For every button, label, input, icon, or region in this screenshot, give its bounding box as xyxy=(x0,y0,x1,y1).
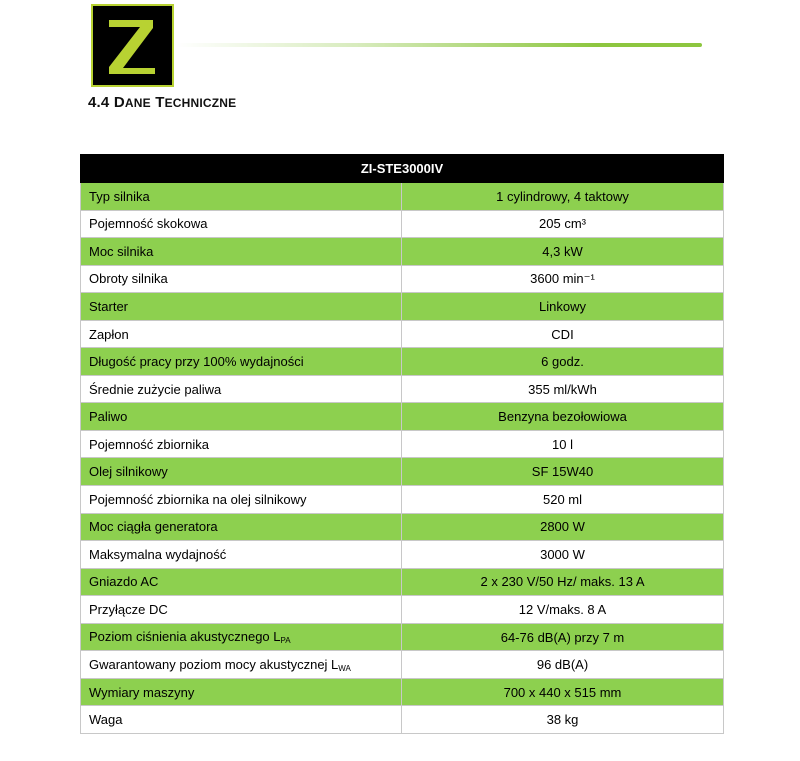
table-row xyxy=(81,568,724,596)
spec-label: Pojemność skokowa xyxy=(81,210,402,238)
spec-value: 3000 W xyxy=(402,541,724,569)
spec-label: Starter xyxy=(81,293,402,321)
model-name: ZI-STE3000IV xyxy=(81,155,724,183)
table-row xyxy=(81,375,724,403)
z-logo-icon xyxy=(93,6,172,85)
spec-label: Przyłącze DC xyxy=(81,596,402,624)
spec-label: Średnie zużycie paliwa xyxy=(81,375,402,403)
spec-value: 12 V/maks. 8 A xyxy=(402,596,724,624)
table-header-row xyxy=(81,155,724,183)
table-row xyxy=(81,403,724,431)
table-row xyxy=(81,651,724,679)
table-row xyxy=(81,458,724,486)
section-title xyxy=(88,94,236,111)
spec-value: Linkowy xyxy=(402,293,724,321)
spec-label: Gniazdo AC xyxy=(81,568,402,596)
spec-value: 1 cylindrowy, 4 taktowy xyxy=(402,183,724,211)
spec-label: Długość pracy przy 100% wydajności xyxy=(81,348,402,376)
spec-label: Gwarantowany poziom mocy akustycznej $L_{WA}$ xyxy=(81,651,402,679)
spec-value: 355 ml/kWh xyxy=(402,375,724,403)
spec-label: Maksymalna wydajność xyxy=(81,541,402,569)
spec-value: 520 ml xyxy=(402,486,724,514)
spec-label: Pojemność zbiornika na olej silnikowy xyxy=(81,486,402,514)
spec-label: Zapłon xyxy=(81,320,402,348)
table-row xyxy=(81,348,724,376)
table-row xyxy=(81,210,724,238)
section-title-word-1: DANE xyxy=(113,94,151,111)
table-row xyxy=(81,293,724,321)
spec-label: Poziom ciśnienia akustycznego $L_{PA}$ xyxy=(81,623,402,651)
spec-label: Waga xyxy=(81,706,402,734)
table-row xyxy=(81,320,724,348)
section-number: 4.4 xyxy=(88,94,110,111)
spec-value: 4,3 kW xyxy=(402,238,724,266)
table-row xyxy=(81,238,724,266)
brand-logo xyxy=(91,4,174,87)
table-row xyxy=(81,183,724,211)
spec-value: 96 dB(A) xyxy=(402,651,724,679)
table-row xyxy=(81,513,724,541)
spec-value: 64-76 dB(A) przy 7 m xyxy=(402,623,724,651)
spec-value: 2 x 230 V/50 Hz/ maks. 13 A xyxy=(402,568,724,596)
spec-value: 205 cm³ xyxy=(402,210,724,238)
table-row xyxy=(81,541,724,569)
spec-value: 38 kg xyxy=(402,706,724,734)
spec-value: 3600 min⁻¹ xyxy=(402,265,724,293)
section-title-word-2: TECHNICZNE xyxy=(155,94,237,111)
spec-value: CDI xyxy=(402,320,724,348)
table-row xyxy=(81,430,724,458)
spec-label: Typ silnika xyxy=(81,183,402,211)
spec-value: SF 15W40 xyxy=(402,458,724,486)
table-body xyxy=(81,183,724,734)
table-row xyxy=(81,265,724,293)
spec-value: 10 l xyxy=(402,430,724,458)
spec-label: Obroty silnika xyxy=(81,265,402,293)
header-divider-line xyxy=(176,43,702,47)
table-row xyxy=(81,596,724,624)
spec-value: 700 x 440 x 515 mm xyxy=(402,678,724,706)
table-row xyxy=(81,623,724,651)
table-row xyxy=(81,678,724,706)
spec-label: Olej silnikowy xyxy=(81,458,402,486)
spec-value: 2800 W xyxy=(402,513,724,541)
spec-label: Wymiary maszyny xyxy=(81,678,402,706)
spec-label: Moc ciągła generatora xyxy=(81,513,402,541)
spec-value: Benzyna bezołowiowa xyxy=(402,403,724,431)
spec-label: Moc silnika xyxy=(81,238,402,266)
spec-label: Pojemność zbiornika xyxy=(81,430,402,458)
technical-data-table xyxy=(80,154,724,734)
table-row xyxy=(81,706,724,734)
spec-label: Paliwo xyxy=(81,403,402,431)
spec-value: 6 godz. xyxy=(402,348,724,376)
table-row xyxy=(81,486,724,514)
